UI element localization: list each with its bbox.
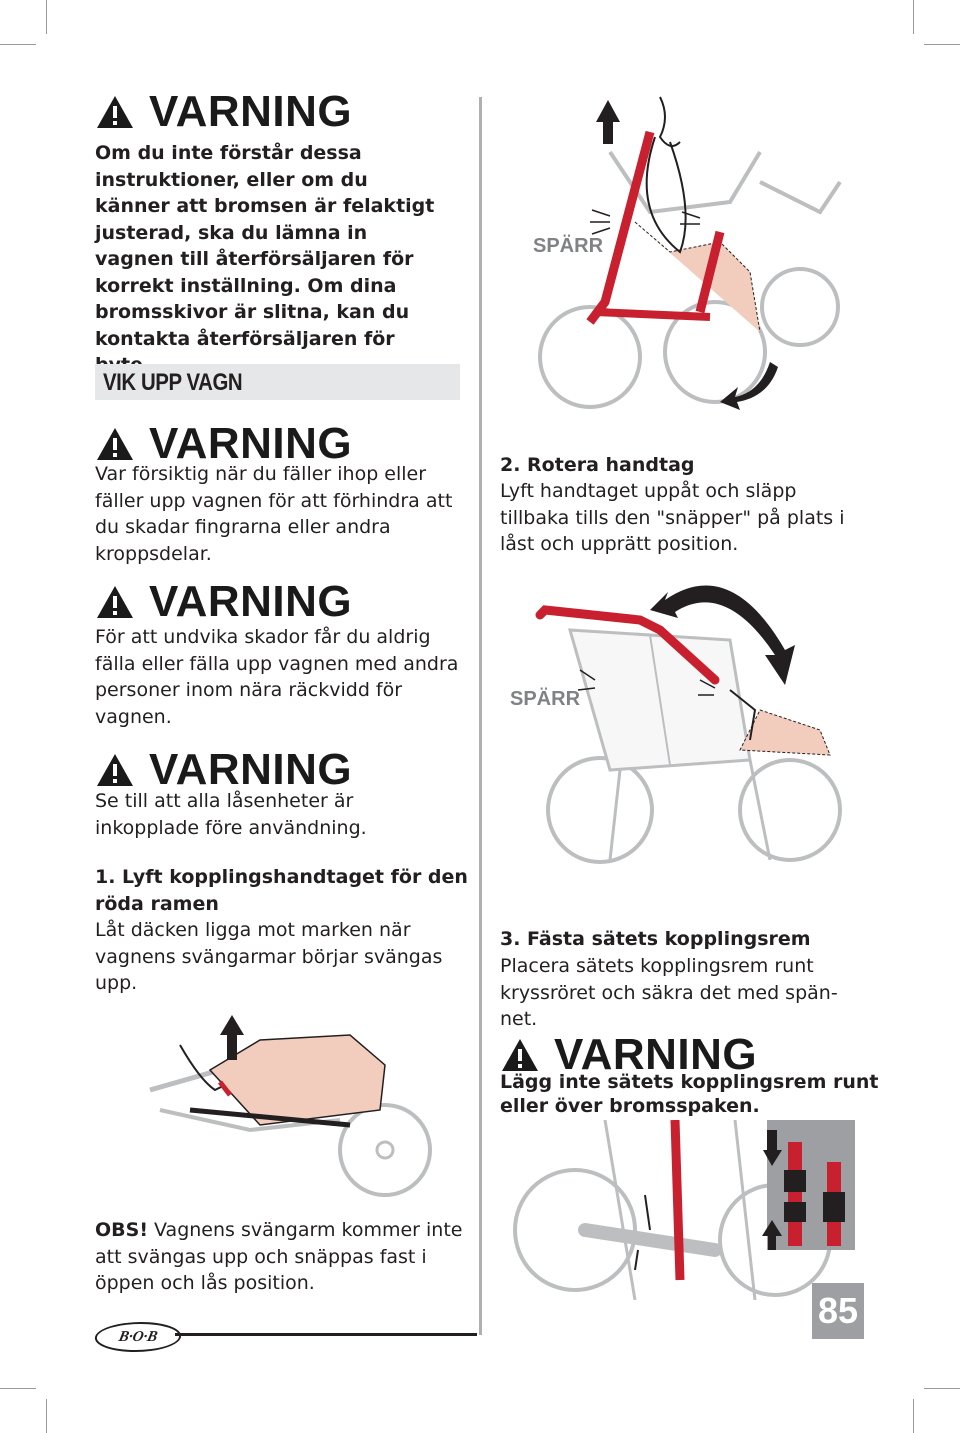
warning-triangle-icon <box>500 1037 540 1073</box>
warning-heading <box>95 87 353 136</box>
step-text: Placera sätets kopplingsrem runt kryssröret och säkra det med spän-net. <box>500 955 838 1030</box>
warning-triangle-icon <box>95 584 135 620</box>
arrow-up-icon <box>596 100 620 144</box>
step-title: 2. Rotera handtag <box>500 454 695 476</box>
crop-mark <box>913 0 914 34</box>
note <box>95 1217 465 1297</box>
warning-text: Var försiktig när du fäller ihop eller fäller upp vagnen för att förhindra att du skadar fingrarna eller andra kroppsdelar. <box>95 463 453 565</box>
warning-text: För att undvika skador får du aldrig fälla eller fälla upp vagnen med andra personer inom nära räckvidd för vagnen. <box>95 626 459 728</box>
latch-label: SPÄRR <box>533 235 604 257</box>
warning-title: VARNING <box>149 419 353 468</box>
warning-title: VARNING <box>149 745 353 794</box>
crop-mark <box>0 1388 36 1389</box>
crop-mark <box>913 1399 914 1433</box>
crop-mark <box>46 1399 47 1433</box>
warning-triangle-icon <box>95 426 135 462</box>
bob-logo <box>92 1322 184 1352</box>
warning-heading <box>95 577 353 626</box>
note-text: Vagnens svängarm kommer inte att svängas upp och snäppas fast i öppen och lås position. <box>95 1219 463 1294</box>
rotate-handle-illustration <box>500 570 860 870</box>
step-text: Lyft handtaget uppåt och släpp tillbaka tills den "snäpper" på plats i låst och upprätt position. <box>500 480 845 555</box>
section-header <box>95 364 460 400</box>
step-title: 1. Lyft kopplingshandtaget för den röda ramen <box>95 866 468 915</box>
warning-text: Om du inte förstår dessa instruktioner, eller om du känner att bromsen är felaktigt justerad, ska du lämna in vagnen till återförsäljaren för korrekt inställning. Om dina bromsskivor är slitna, kan du kontakta återförsäljaren för <box>95 142 435 350</box>
folded-stroller-illustration <box>140 1010 440 1210</box>
note-label: OBS! <box>95 1219 148 1241</box>
seat-strap-illustration <box>505 1120 855 1300</box>
warning-heading <box>95 419 353 468</box>
warning-heading <box>95 745 353 794</box>
crop-mark <box>924 44 960 45</box>
step-title: 3. Fästa sätets kopplingsrem <box>500 928 811 950</box>
buckle-inset <box>767 1120 855 1250</box>
latch-label: SPÄRR <box>510 688 581 710</box>
crop-mark <box>46 0 47 34</box>
brand-text: B·O·B <box>117 1328 159 1345</box>
crop-mark <box>0 44 36 45</box>
warning-text: Se till att alla låsenheter är inkopplade före användning. <box>95 790 367 839</box>
crop-mark <box>924 1388 960 1389</box>
column-divider <box>479 97 482 1335</box>
warning-triangle-icon <box>95 752 135 788</box>
warning-text: Lägg inte sätets kopplingsrem runt eller över bromsspaken. <box>500 1071 879 1117</box>
footer-rule <box>175 1333 477 1336</box>
section-title: VIK UPP VAGN <box>103 369 243 396</box>
warning-triangle-icon <box>95 94 135 130</box>
warning-title: VARNING <box>554 1030 758 1079</box>
page-number: 85 <box>812 1283 864 1339</box>
warning-title: VARNING <box>149 87 353 136</box>
step-text: Låt däcken ligga mot marken när vagnens svängarmar börjar svängas upp. <box>95 919 443 994</box>
warning-title: VARNING <box>149 577 353 626</box>
